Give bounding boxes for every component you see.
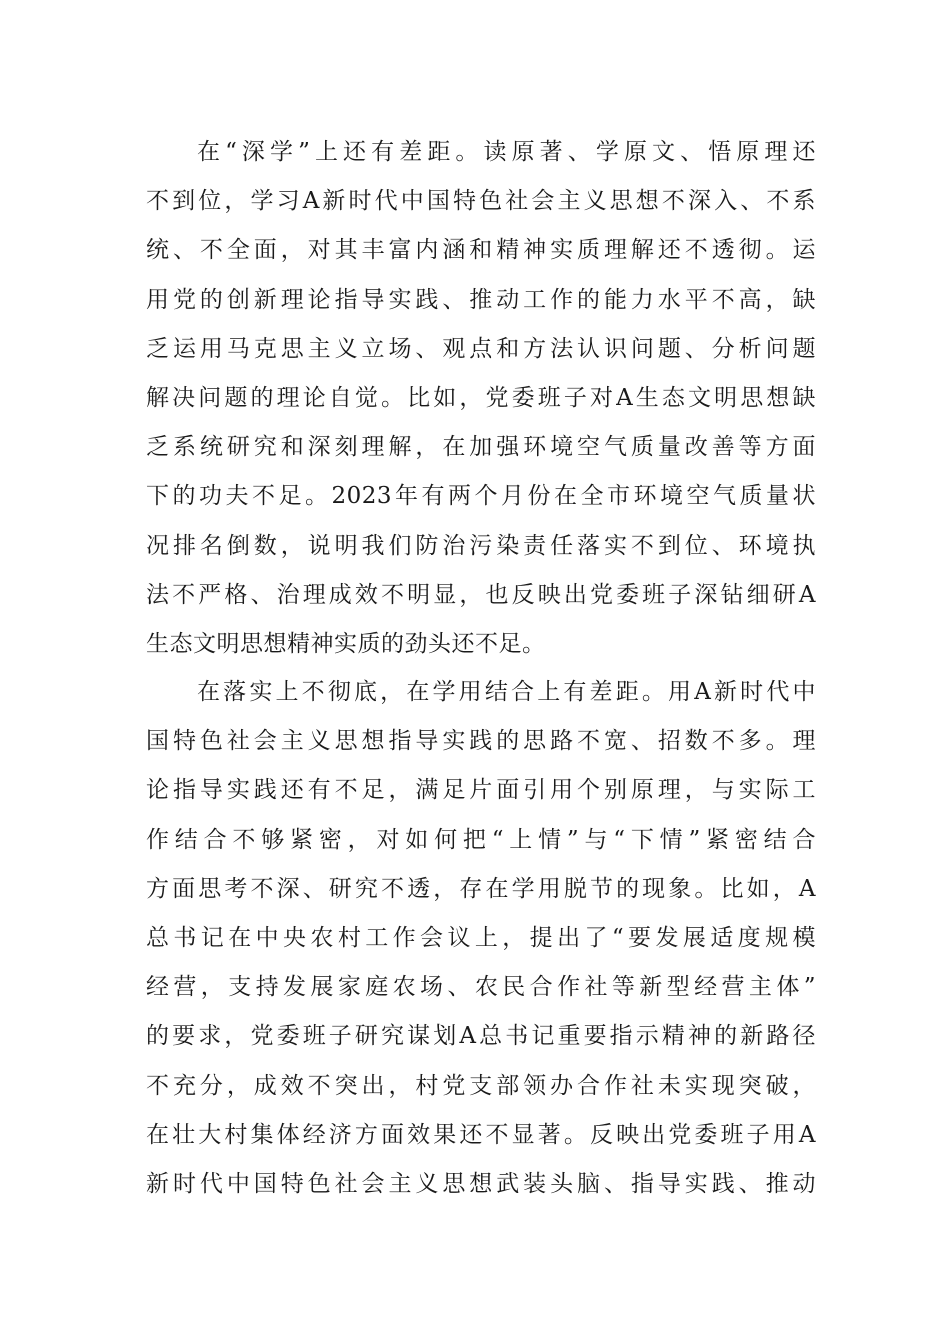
text-line: 法不严格、治理成效不明显，也反映出党委班子深钻细研A bbox=[146, 581, 816, 608]
text-line: 生态文明思想精神实质的劲头还不足。 bbox=[146, 631, 546, 658]
text-line: 在壮大村集体经济方面效果还不显著。反映出党委班子用A bbox=[146, 1121, 816, 1148]
text-line: 解决问题的理论自觉。比如，党委班子对A生态文明思想缺 bbox=[146, 385, 816, 412]
text-line: 新时代中国特色社会主义思想武装头脑、指导实践、推动 bbox=[146, 1171, 816, 1198]
text-line: 作结合不够紧密，对如何把“上情”与“下情”紧密结合 bbox=[146, 826, 816, 853]
text-line: 在落实上不彻底，在学用结合上有差距。用A新时代中 bbox=[197, 679, 816, 705]
text-line: 乏运用马克思主义立场、观点和方法认识问题、分析问题 bbox=[146, 335, 816, 362]
text-line: 的要求，党委班子研究谋划A总书记重要指示精神的新路径 bbox=[146, 1023, 816, 1050]
text-line: 不到位，学习A新时代中国特色社会主义思想不深入、不系 bbox=[146, 188, 816, 215]
text-line: 国特色社会主义思想指导实践的思路不宽、招数不多。理 bbox=[146, 728, 816, 755]
text-line: 经营，支持发展家庭农场、农民合作社等新型经营主体” bbox=[146, 974, 816, 1001]
text-line: 况排名倒数，说明我们防治污染责任落实不到位、环境执 bbox=[146, 532, 816, 559]
text-line: 统、不全面，对其丰富内涵和精神实质理解还不透彻。运 bbox=[146, 237, 816, 264]
paragraph-deep-study bbox=[146, 128, 816, 669]
text-line: 总书记在中央农村工作会议上，提出了“要发展适度规模 bbox=[146, 925, 816, 952]
text-line: 用党的创新理论指导实践、推动工作的能力水平不高，缺 bbox=[146, 286, 816, 313]
paragraph-implementation bbox=[146, 668, 816, 1209]
text-line: 方面思考不深、研究不透，存在学用脱节的现象。比如，A bbox=[146, 875, 816, 902]
text-line: 不充分，成效不突出，村党支部领办合作社未实现突破， bbox=[146, 1072, 816, 1099]
text-line: 在“深学”上还有差距。读原著、学原文、悟原理还 bbox=[197, 139, 816, 165]
text-line: 乏系统研究和深刻理解，在加强环境空气质量改善等方面 bbox=[146, 434, 816, 461]
text-line: 论指导实践还有不足，满足片面引用个别原理，与实际工 bbox=[146, 777, 816, 804]
text-line: 下的功夫不足。2023年有两个月份在全市环境空气质量状 bbox=[146, 483, 816, 510]
